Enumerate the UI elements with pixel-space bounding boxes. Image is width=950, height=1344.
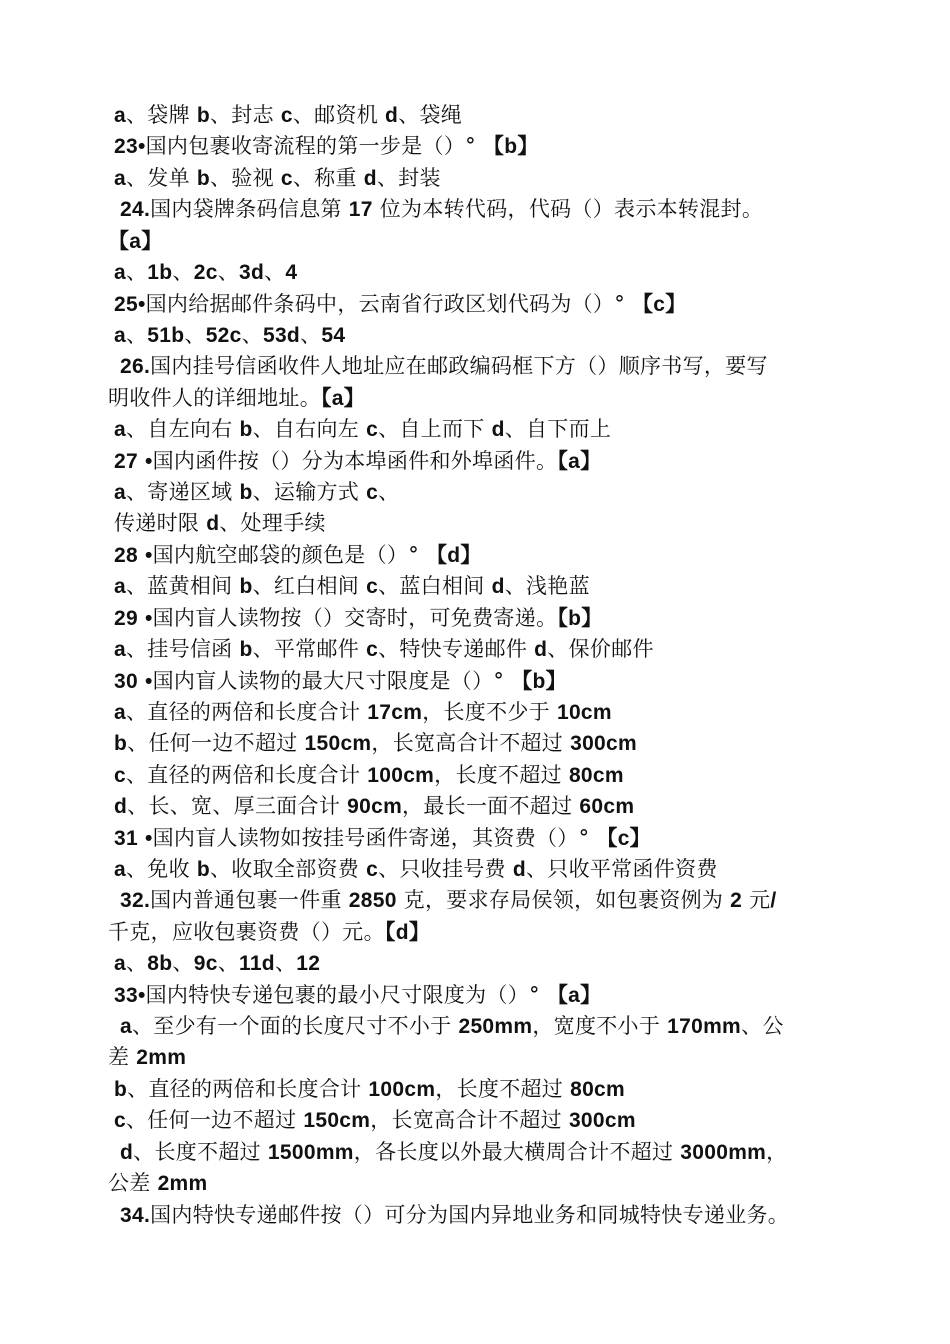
text-line: 千克，应收包裹资费（）元。【d】 xyxy=(108,920,431,944)
text-line: a、寄递区域 b、运输方式 c、 xyxy=(114,480,400,504)
text-line: a、8b、9c、11d、12 xyxy=(114,951,321,975)
text-line: a、1b、2c、3d、4 xyxy=(114,260,298,284)
text-line: 31 •国内盲人读物如按挂号函件寄递，其资费（）° 【c】 xyxy=(114,826,651,850)
text-line: 30 •国内盲人读物的最大尺寸限度是（）° 【b】 xyxy=(114,669,567,693)
text-line: a、挂号信函 b、平常邮件 c、特快专递邮件 d、保价邮件 xyxy=(114,637,654,661)
text-line: c、直径的两倍和长度合计 100cm，长度不超过 80cm xyxy=(114,763,624,787)
text-line: 差 2mm xyxy=(108,1045,187,1069)
text-line: 传递时限 d、处理手续 xyxy=(114,511,326,535)
text-line: c、任何一边不超过 150cm，长宽高合计不超过 300cm xyxy=(114,1108,636,1132)
text-line: 32.国内普通包裹一件重 2850 克，要求存局侯领，如包裹资例为 2 元/ xyxy=(120,888,777,912)
text-line: 33•国内特快专递包裹的最小尺寸限度为（）° 【a】 xyxy=(114,983,602,1007)
text-line: 明收件人的详细地址。【a】 xyxy=(108,386,366,410)
text-line: a、蓝黄相间 b、红白相间 c、蓝白相间 d、浅艳蓝 xyxy=(114,574,590,598)
text-line: a、自左向右 b、自右向左 c、自上而下 d、自下而上 xyxy=(114,417,612,441)
text-line: a、袋牌 b、封志 c、邮资机 d、袋绳 xyxy=(114,103,463,127)
text-line: b、直径的两倍和长度合计 100cm，长度不超过 80cm xyxy=(114,1077,626,1101)
text-line: 公差 2mm xyxy=(108,1171,208,1195)
text-line: 28 •国内航空邮袋的颜色是（）° 【d】 xyxy=(114,543,482,567)
text-line: 29 •国内盲人读物按（）交寄时，可免费寄递。【b】 xyxy=(114,606,603,630)
text-line: 24.国内袋牌条码信息第 17 位为本转代码，代码（）表示本转混封。 xyxy=(120,197,764,221)
text-line: a、发单 b、验视 c、称重 d、封装 xyxy=(114,166,441,190)
text-line: 26.国内挂号信函收件人地址应在邮政编码框下方（）顺序书写，要写 xyxy=(120,354,768,378)
text-line: a、51b、52c、53d、54 xyxy=(114,323,346,347)
text-line: 25•国内给据邮件条码中，云南省行政区划代码为（）° 【c】 xyxy=(114,292,687,316)
text-line: 34.国内特快专递邮件按（）可分为国内异地业务和同城特快专递业务。 xyxy=(120,1203,790,1227)
text-line: a、直径的两倍和长度合计 17cm，长度不少于 10cm xyxy=(114,700,612,724)
text-line: a、至少有一个面的长度尺寸不小于 250mm，宽度不小于 170mm、公 xyxy=(120,1014,784,1038)
text-line: 23•国内包裹收寄流程的第一步是（）° 【b】 xyxy=(114,134,539,158)
text-line: 【a】 xyxy=(108,230,163,253)
text-line: d、长度不超过 1500mm，各长度以外最大横周合计不超过 3000mm， xyxy=(120,1140,788,1164)
text-line: 27 •国内函件按（）分为本埠函件和外埠函件。【a】 xyxy=(114,449,602,473)
text-line: d、长、宽、厚三面合计 90cm，最长一面不超过 60cm xyxy=(114,794,635,818)
text-line: b、任何一边不超过 150cm，长宽高合计不超过 300cm xyxy=(114,731,637,755)
text-line: a、免收 b、收取全部资费 c、只收挂号费 d、只收平常函件资费 xyxy=(114,857,718,881)
